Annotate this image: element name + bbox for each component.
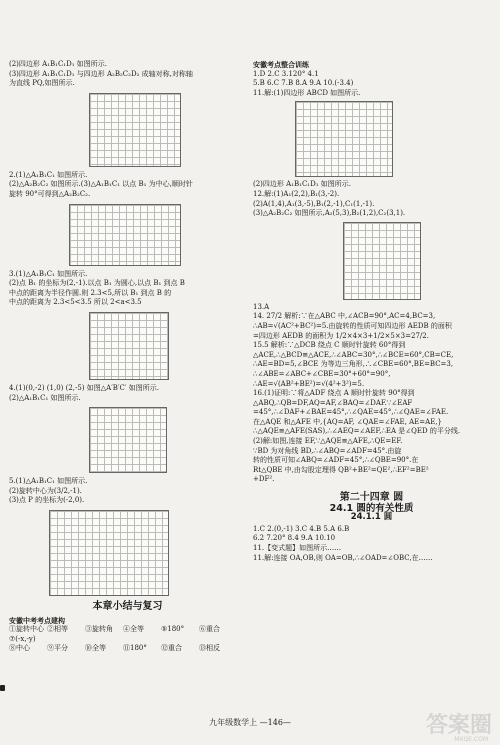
page-footer: 九年级数学上 —146— xyxy=(209,718,291,727)
summary-item: ⑫重合 xyxy=(161,644,182,653)
answer-line: ∴∠ABE=∠ABC+∠CBE=30°+60°=90°, xyxy=(253,369,391,378)
q3-line-2: (2)△A₂B₂C₂ 如图所示.(3)△A₁B₁C₁ 以点 B₁ 为中心,顺时针 xyxy=(9,180,193,189)
answer-line: Rt△QBE 中,由勾股定理得 QB²+BE²=QE²,∴EF²=BE² xyxy=(253,465,429,474)
answer-line: △ACE,∴△BCD≌△ACE,∴∠ABC=30°,∴∠BCE=60°,CB=CE, xyxy=(253,350,454,359)
subsection-title: 24.1.1 圆 xyxy=(350,512,393,523)
q2-line-1: (2)四边形 A₁B₁C₁D₁ 如图所示. xyxy=(9,60,107,68)
chapter-title: 第二十四章 圆 xyxy=(339,492,404,504)
answer-line: ∴AE=BD=5,∠BCE 为等边三角形,∴∠CBE=60°,BE=BC=3, xyxy=(253,360,454,369)
answer-line: 12.解:(1)A₁(2,2),B₁(3,-2). xyxy=(253,189,340,198)
answer-line: 5.B 6.C 7.B 8.A 9.A 10.(-3.4) xyxy=(253,79,354,88)
margin-marker xyxy=(0,685,5,691)
figure-triangle-rotation xyxy=(69,204,181,266)
q3-line-1: 2.(1)△A₁B₁C₁ 如图所示. xyxy=(9,170,88,179)
q2-line-3: 为直线 PQ,如图所示. xyxy=(9,79,75,88)
answer-line: 11.【变式题】如图所示…… xyxy=(253,544,342,552)
q6-line-3: (3)点 P 的坐标为(-2,0). xyxy=(9,496,85,505)
answer-line: △ABQ,∴QB=DF,AQ=AF,∠BAQ=∠DAF.∵∠EAF xyxy=(253,398,413,407)
figure-coordinate-2 xyxy=(89,407,167,473)
answer-line: +DF². xyxy=(253,475,275,484)
answer-line: 15.5 解析:∵△DCB 绕点 C 顺时针旋转 60°得到 xyxy=(253,341,406,350)
q4-line-1: 3.(1)△A₁B₁C₁ 如图所示. xyxy=(9,269,88,278)
q4-line-4: 中点的距离为 2.3<5<3.5 所以 2<a<3.5 xyxy=(9,298,142,307)
summary-item: ⑤180° xyxy=(161,625,185,634)
q2-line-2: (3)四边形 A₁B₁C₁D₁ 与四边形 A₂B₂C₂D₂ 成轴对称,对称轴 xyxy=(9,69,193,78)
answer-line: 13.A xyxy=(253,302,270,311)
answer-line: (2)四边形 A₁B₁C₁D₁ 如图所示. xyxy=(253,180,351,189)
q4-line-2: (2)点 B₁ 的坐标为(2,-1).以点 B₁ 为圆心,以点 B₁ 到点 B xyxy=(9,279,185,288)
q3-line-3: 旋转 90°可得到△A₂B₂C₂. xyxy=(9,189,91,198)
figure-coordinate-1 xyxy=(89,312,169,380)
summary-item: ⑦(-x,-y) xyxy=(9,634,36,643)
right-column xyxy=(253,60,490,563)
figure-q12 xyxy=(343,222,421,300)
answer-line: 转的性质可知∠ABQ=∠ADF=45°,∴∠QBE=90°.在 xyxy=(253,456,419,465)
answer-line: (2)解:如图,连接 EF,∵△AQE≌△AFE,∴QE=EF. xyxy=(253,437,403,446)
q6-line-1: 5.(1)△A₁B₁C₁ 如图所示. xyxy=(9,477,88,486)
summary-item: ⑥重合 xyxy=(199,625,220,634)
summary-item: ⑩全等 xyxy=(85,644,106,653)
watermark-url: MXQE.COM xyxy=(454,736,488,743)
answer-line: 16.(1)证明:∵将△ADF 绕点 A 顺时针旋转 90°得到 xyxy=(253,389,415,398)
summary-item: ①旋转中心 xyxy=(9,625,44,634)
left-column xyxy=(9,60,246,654)
answer-line: 1.C 2.(0,-1) 3.C 4.B 5.A 6.B xyxy=(253,524,350,533)
answer-line: (3)△A₂B₂C₂ 如图所示,A₂(5,3),B₂(1,2),C₂(3,1). xyxy=(253,209,406,218)
q4-line-3: 中点的距离为半径作圆.则 2.3<5,所以 B₁ 到点 B 的 xyxy=(9,288,172,297)
summary-title: 本章小结与复习 xyxy=(92,600,163,612)
answer-line: 在△AQE 和△AFE 中,{AQ=AF, ∠QAE=∠FAE, AE=AE,} xyxy=(253,417,442,426)
answer-line: 6.2 7.20° 8.4 9.A 10.10 xyxy=(253,534,336,543)
figure-q11 xyxy=(295,101,393,177)
summary-subtitle: 安徽中考考点建构 xyxy=(9,615,65,625)
answer-line: ∴△AQE≌△AFE(SAS),∴∠AEQ=∠AEF,∴EA 是∠QED 的平分线. xyxy=(253,427,461,436)
summary-item: ⑪180° xyxy=(123,644,147,653)
summary-item: ④全等 xyxy=(123,625,144,634)
answer-line: ∴AB=√(AC²+BC²)=5.由旋转的性质可知四边形 AEDB 的面积 xyxy=(253,321,452,330)
summary-item: ⑨平分 xyxy=(47,644,68,653)
answer-line: (2)A(1,4),A₁(3,-5),B₁(2,-1),C₁(1,-1). xyxy=(253,199,375,208)
watermark-logo: 答案圈 xyxy=(425,713,492,738)
summary-row-3 xyxy=(9,644,246,654)
answer-line: ∴AE=√(AB²+BE²)=√(4²+3²)=5. xyxy=(253,379,365,388)
summary-item: ②相等 xyxy=(47,625,68,634)
figure-quadrilaterals xyxy=(89,93,181,167)
q5-line-1: 4.(1)(0,-2) (1,0) (2,-5) 如图△A′B′C′ 如图所示. xyxy=(9,383,159,392)
summary-row-1 xyxy=(9,625,246,635)
right-section-head: 安徽考点整合训练 xyxy=(253,60,309,69)
answer-line: 11.解:(1)四边形 ABCD 如图所示. xyxy=(253,88,361,97)
answer-line: ∵BD 为对角线 BD,∴∠ABQ=∠ADF=45°.由旋 xyxy=(253,446,402,455)
answer-line: 11.解:连接 OA,OB,则 OA=OB,∴∠OAD=∠OBC,在…… xyxy=(253,553,433,562)
answer-line: =45°,∴∠DAF+∠BAE=45°,∴∠QAE=45°,∴∠QAE=∠FAE. xyxy=(253,408,449,417)
q5-line-2: (2)△A₁B₁C₁ 如图所示. xyxy=(9,393,81,402)
summary-item: ⑬相反 xyxy=(199,644,220,653)
answer-line: 1.D 2.C 3.120° 4.1 xyxy=(253,69,319,78)
figure-coordinate-3 xyxy=(49,510,169,596)
q6-line-2: (2)旋转中心为(3/2,-1). xyxy=(9,486,82,495)
summary-item: ③旋转角 xyxy=(85,625,113,634)
section-title: 24.1 圆的有关性质 xyxy=(329,502,414,514)
summary-item: ⑧中心 xyxy=(9,644,30,653)
answer-line: =四边形 AEDB 的面积为 1/2×4×3+1/2×5×3=27/2. xyxy=(253,331,429,340)
summary-row-2 xyxy=(9,635,246,645)
answer-line: 14. 27/2 解析:∵在△ABC 中,∠ACB=90°,AC=4,BC=3, xyxy=(253,312,436,321)
